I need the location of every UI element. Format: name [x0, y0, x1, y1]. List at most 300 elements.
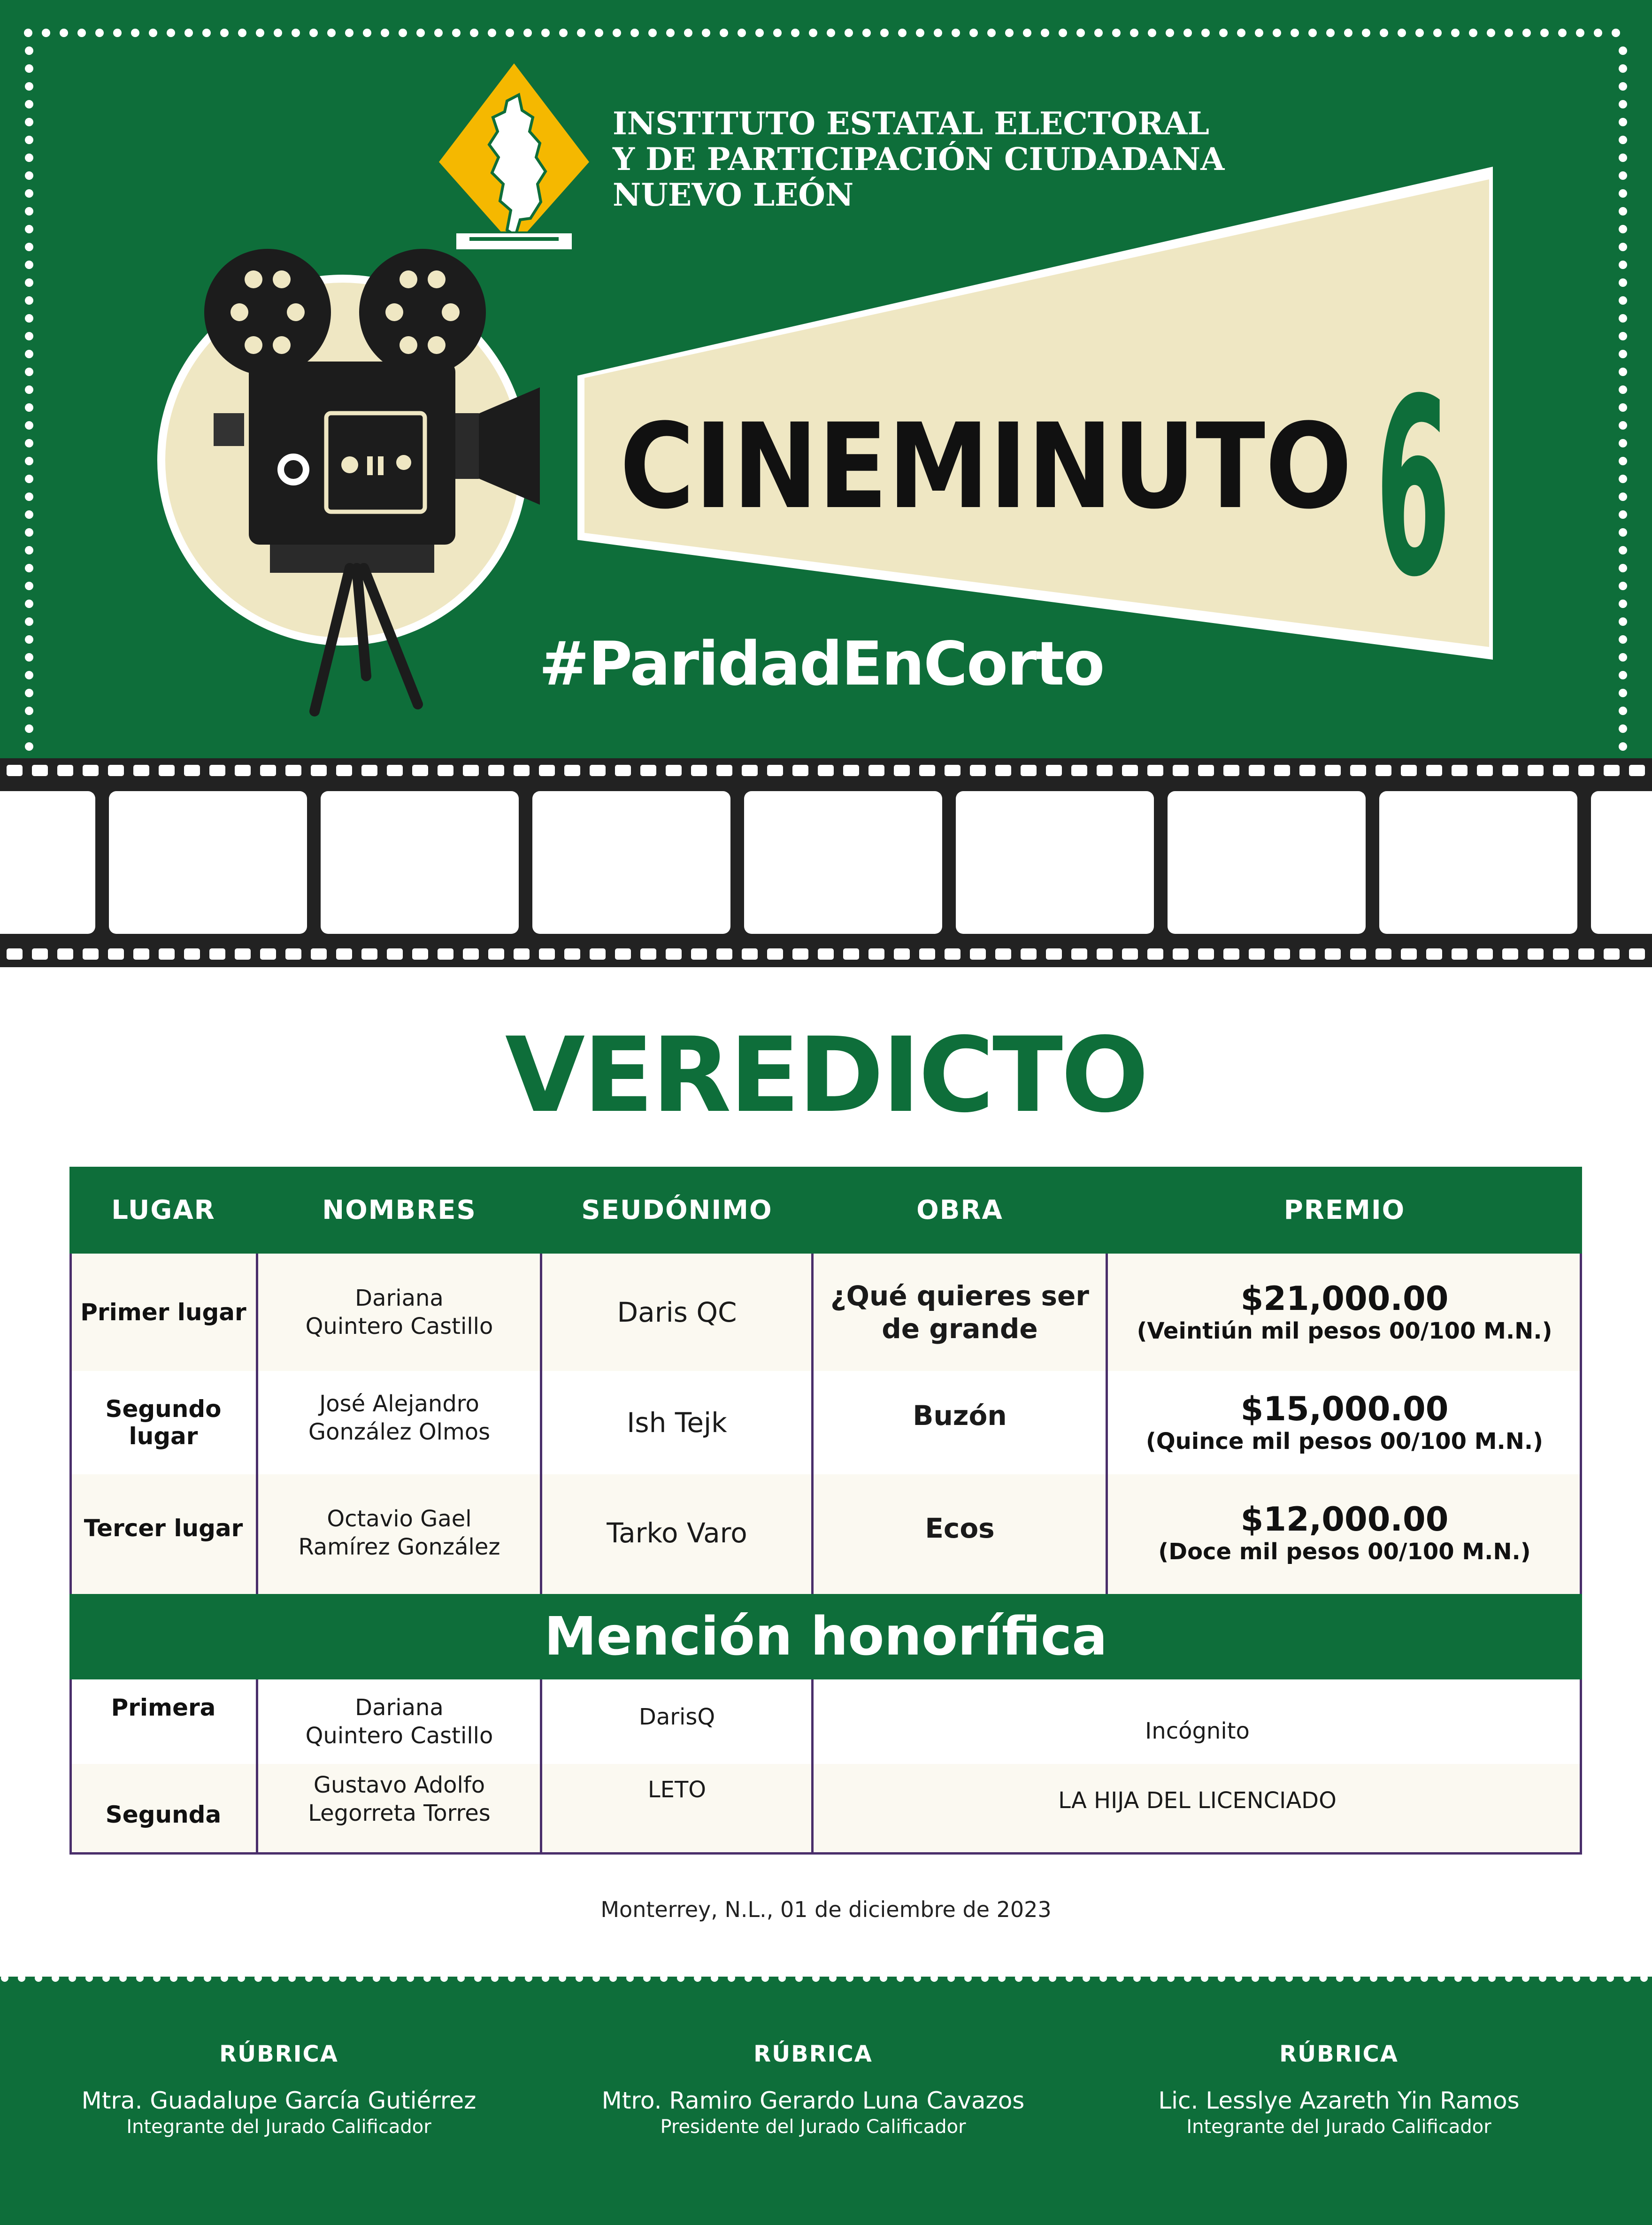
sprocket-hole [108, 948, 124, 960]
sprocket-hole [1097, 948, 1113, 960]
sprocket-hole [463, 948, 479, 960]
footer-dot [1066, 1974, 1073, 1982]
sprocket-hole [1198, 765, 1214, 776]
name-cell [257, 1371, 541, 1465]
sprocket-hole [336, 948, 352, 960]
work-cell [813, 1371, 1107, 1460]
footer-dot [846, 1974, 853, 1982]
footer-dot [795, 1974, 803, 1982]
signer-role: Integrante del Jurado Calificador [1186, 2116, 1491, 2138]
place-cell: Segundo lugar [105, 1395, 222, 1450]
footer-dot [52, 1974, 59, 1982]
sprocket-hole [1426, 765, 1442, 776]
sprocket-hole [1528, 948, 1544, 960]
grid-line [69, 1679, 72, 1855]
film-strip-icon [0, 758, 1652, 967]
footer-dot [863, 1974, 870, 1982]
place-cell: Segunda [105, 1801, 222, 1828]
sprocket-hole [843, 948, 859, 960]
footer-dot [1201, 1974, 1208, 1982]
footer-dot [69, 1974, 76, 1982]
sprocket-hole [57, 948, 73, 960]
footer-dot [643, 1974, 651, 1982]
sprocket-hole [412, 765, 428, 776]
sprocket-hole [235, 948, 251, 960]
edition-number: 6 [1375, 346, 1451, 631]
footer-dot [1370, 1974, 1377, 1982]
rubric-label: RÚBRICA [753, 2041, 873, 2067]
footer-dot [1268, 1974, 1276, 1982]
footer-dot [474, 1974, 482, 1982]
footer-dot [508, 1974, 515, 1982]
signature-block [21, 2040, 537, 2139]
sprocket-hole [590, 765, 606, 776]
sprocket-hole [818, 765, 834, 776]
grid-line [1106, 1254, 1108, 1594]
prize-amount: $12,000.00 [1240, 1500, 1449, 1539]
sprocket-hole [32, 948, 48, 960]
work-line: ¿Qué quieres ser [830, 1280, 1089, 1312]
sprocket-hole [1046, 948, 1062, 960]
footer-dot [1, 1974, 8, 1982]
sprocket-hole [387, 765, 403, 776]
sprocket-hole [133, 948, 149, 960]
footer-dot [35, 1974, 42, 1982]
name-cell [257, 1254, 541, 1371]
prize-amount: $15,000.00 [1240, 1390, 1449, 1428]
name-line: González Olmos [308, 1419, 491, 1445]
film-frame [109, 791, 307, 934]
sprocket-hole [1553, 765, 1569, 776]
sprocket-hole [970, 948, 986, 960]
sprocket-hole [57, 765, 73, 776]
sprocket-hole [970, 765, 986, 776]
name-line: Quintero Castillo [305, 1723, 493, 1749]
sprocket-hole [1629, 765, 1645, 776]
footer-dot [1218, 1974, 1225, 1982]
name-cell [257, 1474, 541, 1592]
footer-dot [440, 1974, 448, 1982]
prize-words: (Quince mil pesos 00/100 M.N.) [1145, 1428, 1544, 1455]
rubric-label: RÚBRICA [1279, 2041, 1398, 2067]
sprocket-hole [83, 765, 99, 776]
name-line: Quintero Castillo [305, 1313, 493, 1340]
film-frame [1168, 791, 1366, 934]
sprocket-hole [361, 765, 377, 776]
sprocket-hole [742, 948, 758, 960]
name-line: Dariana [355, 1285, 444, 1311]
footer-dot [1184, 1974, 1191, 1982]
grid-line [540, 1679, 542, 1855]
film-frame [744, 791, 942, 934]
sprocket-hole [285, 948, 301, 960]
footer-dot [1556, 1974, 1563, 1982]
dateline: Monterrey, N.L., 01 de diciembre de 2023 [600, 1897, 1052, 1922]
institute-line: Y DE PARTICIPACIÓN CIUDADANA [613, 141, 1225, 177]
prize-cell [1107, 1254, 1582, 1371]
grid-line [811, 1679, 814, 1855]
sprocket-hole [7, 948, 23, 960]
prize-cell [1107, 1474, 1582, 1592]
work-line: Ecos [925, 1512, 995, 1544]
signer-role: Integrante del Jurado Calificador [126, 2116, 431, 2138]
sprocket-hole [1097, 765, 1113, 776]
name-line: Gustavo Adolfo [313, 1772, 485, 1798]
sprocket-hole [336, 765, 352, 776]
footer-dot [829, 1974, 837, 1982]
sprocket-hole [1604, 948, 1620, 960]
footer-dot [85, 1974, 93, 1982]
alias-cell: Ish Tejk [627, 1407, 727, 1439]
column-header: LUGAR [111, 1195, 215, 1225]
film-frame [321, 791, 519, 934]
sprocket-hole [1021, 765, 1037, 776]
footer-dot [1252, 1974, 1259, 1982]
footer-dot [914, 1974, 921, 1982]
sprocket-hole [742, 765, 758, 776]
verdict-table [69, 1167, 1582, 1855]
name-line: Legorreta Torres [308, 1800, 491, 1826]
institute-line: NUEVO LEÓN [613, 177, 854, 213]
sprocket-hole [1452, 948, 1468, 960]
footer-dot [778, 1974, 786, 1982]
footer-dot [1116, 1974, 1124, 1982]
footer-dot [981, 1974, 989, 1982]
sprocket-hole [311, 948, 327, 960]
sprocket-hole [894, 765, 910, 776]
page-title: VEREDICTO [505, 1015, 1147, 1135]
footer-dot [18, 1974, 25, 1982]
sprocket-hole [894, 948, 910, 960]
name-cell [257, 1679, 541, 1764]
footer-dot [491, 1974, 499, 1982]
column-header: SEUDÓNIMO [581, 1195, 773, 1225]
footer-dot [423, 1974, 431, 1982]
footer-dot [288, 1974, 296, 1982]
sprocket-hole [1578, 765, 1594, 776]
sprocket-hole [1477, 765, 1493, 776]
footer-dot [761, 1974, 769, 1982]
sprocket-hole [1375, 948, 1391, 960]
sprocket-hole [1147, 765, 1163, 776]
sprocket-hole [311, 765, 327, 776]
footer-dot [1099, 1974, 1107, 1982]
prize-words: (Veintiún mil pesos 00/100 M.N.) [1137, 1318, 1552, 1344]
footer-dot [204, 1974, 211, 1982]
sprocket-hole [995, 948, 1011, 960]
mention-title: Mención honorífica [69, 1594, 1582, 1679]
footer-dot [677, 1974, 684, 1982]
sprocket-hole [514, 948, 530, 960]
footer-dot [153, 1974, 161, 1982]
grid-line [256, 1254, 258, 1594]
footer-dot [1015, 1974, 1022, 1982]
sprocket-hole [868, 765, 884, 776]
footer-dot [660, 1974, 668, 1982]
alias-cell: Tarko Varo [607, 1517, 747, 1549]
sprocket-hole [691, 765, 707, 776]
footer-dot [407, 1974, 414, 1982]
footer-dot [576, 1974, 583, 1982]
footer-dot [1421, 1974, 1428, 1982]
sprocket-hole [615, 765, 631, 776]
name-line: Octavio Gael [327, 1506, 472, 1532]
sprocket-hole [1452, 765, 1468, 776]
column-header: OBRA [916, 1195, 1003, 1225]
footer-dot [1049, 1974, 1056, 1982]
sprocket-hole [159, 765, 175, 776]
sprocket-hole [1401, 948, 1417, 960]
sprocket-hole [666, 765, 682, 776]
signer-name: Mtra. Guadalupe García Gutiérrez [81, 2087, 476, 2114]
footer-dot [1235, 1974, 1242, 1982]
sprocket-hole [1046, 765, 1062, 776]
footer-dot [390, 1974, 397, 1982]
sprocket-hole [1198, 948, 1214, 960]
sprocket-hole [1299, 765, 1315, 776]
sprocket-hole [1122, 765, 1138, 776]
sprocket-hole [1274, 948, 1290, 960]
footer-dot [305, 1974, 313, 1982]
sprocket-hole [564, 948, 580, 960]
sprocket-hole [1502, 765, 1518, 776]
sprocket-hole [488, 948, 504, 960]
column-header: PREMIO [1283, 1195, 1406, 1225]
name-line: Dariana [355, 1694, 444, 1721]
signature-block [555, 2040, 1071, 2139]
grid-line [256, 1679, 258, 1855]
footer-dot [1488, 1974, 1496, 1982]
sprocket-hole [1147, 948, 1163, 960]
footer-dot [559, 1974, 566, 1982]
footer-dot [897, 1974, 904, 1982]
event-title: CINEMINUTO [620, 398, 1352, 535]
signature-block [1081, 2040, 1597, 2139]
footer-dot [1336, 1974, 1344, 1982]
footer-dot [1623, 1974, 1631, 1982]
footer-dot [1606, 1974, 1614, 1982]
sprocket-hole [108, 765, 124, 776]
sprocket-hole [1426, 948, 1442, 960]
footer-dot [592, 1974, 600, 1982]
sprocket-hole [1249, 948, 1265, 960]
sprocket-hole [412, 948, 428, 960]
sprocket-hole [539, 948, 555, 960]
sprocket-hole [767, 765, 783, 776]
footer-dot [542, 1974, 549, 1982]
institute-line: INSTITUTO ESTATAL ELECTORAL [613, 105, 1209, 142]
sprocket-hole [945, 948, 960, 960]
sprocket-hole [463, 765, 479, 776]
sprocket-hole [818, 948, 834, 960]
rubric-label: RÚBRICA [219, 2041, 338, 2067]
footer-dot [1640, 1974, 1648, 1982]
footer-dot [1083, 1974, 1090, 1982]
footer-dot [1590, 1974, 1597, 1982]
name-line: Ramírez González [298, 1534, 500, 1560]
footer-dot [1454, 1974, 1462, 1982]
footer-dot [1150, 1974, 1158, 1982]
sprocket-hole [1502, 948, 1518, 960]
place-cell: Primer lugar [80, 1299, 246, 1326]
sprocket-hole [235, 765, 251, 776]
footer-dot [457, 1974, 465, 1982]
signer-name: Lic. Lesslye Azareth Yin Ramos [1158, 2087, 1520, 2114]
work-cell: LA HIJA DEL LICENCIADO [1058, 1787, 1337, 1814]
sprocket-hole [792, 948, 808, 960]
footer-dot [1319, 1974, 1327, 1982]
footer-dot [609, 1974, 617, 1982]
sprocket-hole [919, 948, 935, 960]
signer-name: Mtro. Ramiro Gerardo Luna Cavazos [601, 2087, 1025, 2114]
footer-dot [745, 1974, 752, 1982]
signer-role: Presidente del Jurado Calificador [660, 2116, 966, 2138]
sprocket-hole [1528, 765, 1544, 776]
work-cell [813, 1254, 1107, 1371]
footer-dot [1387, 1974, 1394, 1982]
footer-dot [1522, 1974, 1529, 1982]
film-frame [0, 791, 95, 934]
footer-dot [711, 1974, 718, 1982]
prize-words: (Doce mil pesos 00/100 M.N.) [1158, 1539, 1531, 1565]
place-cell: Tercer lugar [84, 1515, 243, 1542]
footer-dot [998, 1974, 1006, 1982]
sprocket-hole [564, 765, 580, 776]
place-cell: Primera [111, 1694, 216, 1721]
footer-dot [930, 1974, 938, 1982]
sprocket-hole [1350, 948, 1366, 960]
sprocket-hole [133, 765, 149, 776]
sprocket-hole [919, 765, 935, 776]
footer-dot [947, 1974, 955, 1982]
sprocket-hole [640, 765, 656, 776]
grid-line [1580, 1254, 1582, 1594]
footer-dot [221, 1974, 228, 1982]
work-line: Buzón [913, 1400, 1007, 1432]
sprocket-hole [843, 765, 859, 776]
sprocket-hole [285, 765, 301, 776]
film-frame [532, 791, 730, 934]
footer-dot [102, 1974, 110, 1982]
sprocket-hole [1274, 765, 1290, 776]
sprocket-hole [666, 948, 682, 960]
footer-dot [1573, 1974, 1580, 1982]
sprocket-hole [83, 948, 99, 960]
sprocket-hole [1249, 765, 1265, 776]
footer-dot [1285, 1974, 1293, 1982]
sprocket-hole [1223, 765, 1239, 776]
sprocket-hole [1122, 948, 1138, 960]
footer-dot [119, 1974, 127, 1982]
footer-dot [1505, 1974, 1513, 1982]
sprocket-hole [1578, 948, 1594, 960]
sprocket-hole [1401, 765, 1417, 776]
grid-line [1580, 1679, 1582, 1855]
sprocket-hole [868, 948, 884, 960]
sprocket-hole [767, 948, 783, 960]
sprocket-hole [1375, 765, 1391, 776]
sprocket-hole [438, 765, 453, 776]
work-cell: Incógnito [1145, 1718, 1250, 1744]
sprocket-hole [1325, 765, 1341, 776]
footer-dotted-edge [0, 1971, 1652, 1985]
footer-dot [170, 1974, 177, 1982]
film-frame [1379, 791, 1577, 934]
prize-amount: $21,000.00 [1240, 1279, 1449, 1318]
alias-cell: DarisQ [638, 1704, 715, 1730]
sprocket-hole [1071, 765, 1087, 776]
sprocket-hole [1629, 948, 1645, 960]
sprocket-hole [1604, 765, 1620, 776]
sprocket-hole [387, 948, 403, 960]
sprocket-hole [590, 948, 606, 960]
footer-dot [373, 1974, 380, 1982]
sprocket-hole [32, 765, 48, 776]
sprocket-hole [1021, 948, 1037, 960]
footer-dot [238, 1974, 245, 1982]
sprocket-hole [209, 765, 225, 776]
grid-line [811, 1254, 814, 1594]
sprocket-hole [792, 765, 808, 776]
sprocket-hole [1350, 765, 1366, 776]
sprocket-hole [488, 765, 504, 776]
sprocket-hole [1223, 948, 1239, 960]
sprocket-hole [1553, 948, 1569, 960]
sprocket-hole [640, 948, 656, 960]
sprocket-hole [615, 948, 631, 960]
sprocket-hole [7, 765, 23, 776]
name-line: José Alejandro [319, 1391, 479, 1417]
footer-dot [1167, 1974, 1175, 1982]
footer-dot [136, 1974, 144, 1982]
column-header: NOMBRES [322, 1195, 476, 1225]
footer-dot [1471, 1974, 1479, 1982]
sprocket-hole [260, 948, 276, 960]
grid-line [69, 1254, 72, 1594]
sprocket-hole [184, 765, 200, 776]
work-line: de grande [882, 1313, 1038, 1345]
sprocket-hole [1173, 948, 1189, 960]
header-banner [0, 0, 1652, 761]
footer-dot [356, 1974, 363, 1982]
sprocket-hole [514, 765, 530, 776]
footer-dot [880, 1974, 887, 1982]
name-cell [257, 1764, 541, 1834]
footer-dot [1539, 1974, 1546, 1982]
sprocket-hole [945, 765, 960, 776]
footer-dot [1032, 1974, 1039, 1982]
footer-dot [322, 1974, 330, 1982]
sprocket-hole [716, 765, 732, 776]
prize-cell [1107, 1371, 1582, 1474]
sprocket-hole [691, 948, 707, 960]
alias-cell: Daris QC [617, 1296, 737, 1328]
work-cell [813, 1474, 1107, 1582]
grid-line [540, 1254, 542, 1594]
sprocket-hole [1173, 765, 1189, 776]
sprocket-hole [1299, 948, 1315, 960]
sprocket-hole [438, 948, 453, 960]
footer-dot [187, 1974, 194, 1982]
sprocket-hole [716, 948, 732, 960]
alias-cell: LETO [647, 1777, 707, 1803]
footer-dot [1133, 1974, 1141, 1982]
footer-dot [964, 1974, 972, 1982]
sprocket-hole [995, 765, 1011, 776]
hashtag: #ParidadEnCorto [539, 629, 1104, 699]
footer-dot [1302, 1974, 1310, 1982]
footer-dot [1437, 1974, 1445, 1982]
